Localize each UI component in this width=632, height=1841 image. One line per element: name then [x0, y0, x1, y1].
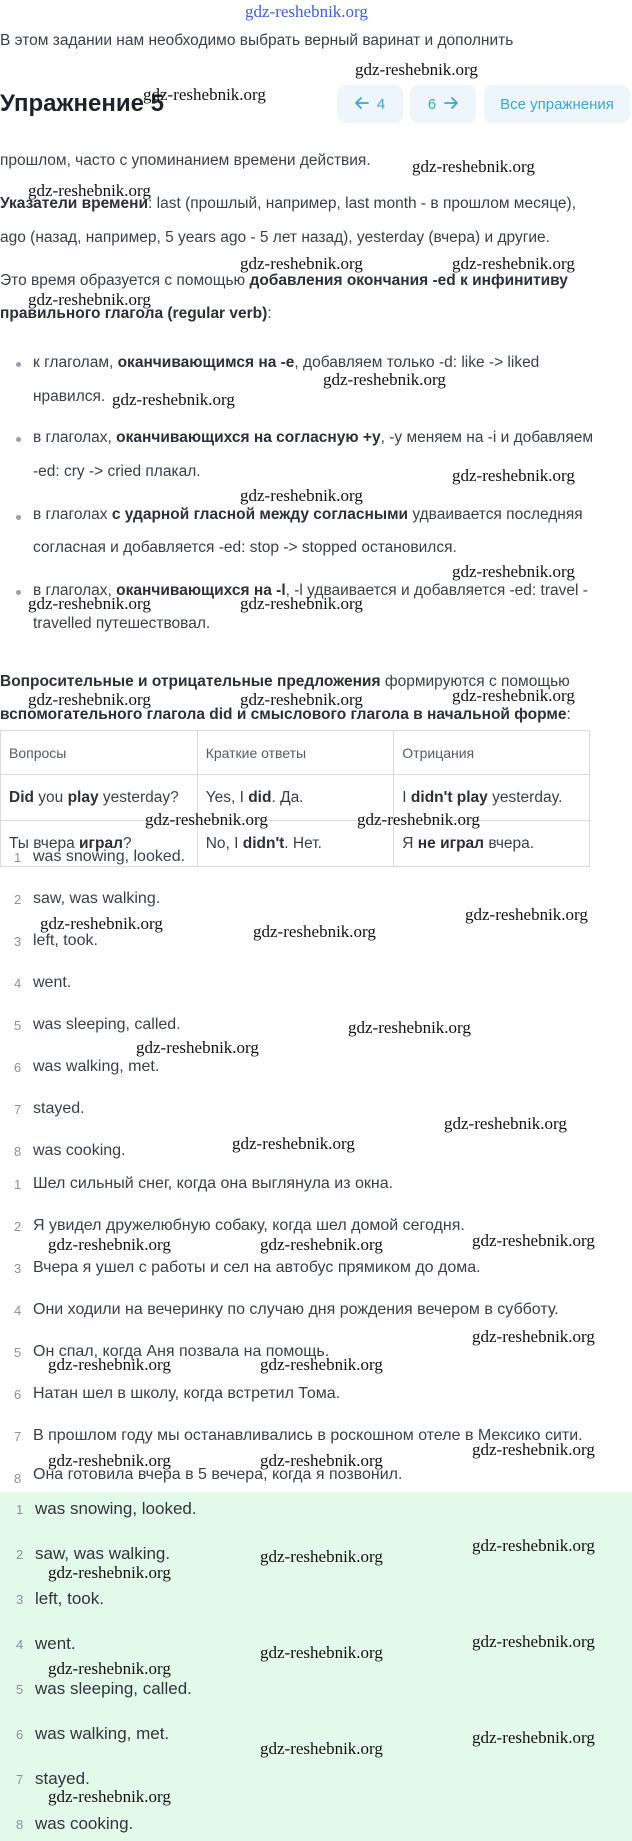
list-number: 4 — [14, 1303, 22, 1318]
cell-text: yesterday? — [98, 788, 179, 806]
list-item: Я увидел дружелюбную собаку, когда шел домой сегодня. — [33, 1217, 465, 1234]
questions-end: : — [566, 706, 571, 723]
list-number: 4 — [16, 1637, 24, 1652]
prev-exercise-label: 4 — [376, 95, 386, 113]
page-title: Упражнение 5 — [0, 90, 164, 117]
watermark: gdz-reshebnik.org — [444, 1114, 567, 1133]
watermark: gdz-reshebnik.org — [232, 1134, 355, 1153]
watermark: gdz-reshebnik.org — [28, 690, 151, 709]
list-item: saw, was walking. — [33, 890, 161, 907]
cell-text: No, I — [205, 834, 243, 852]
rule-bold: оканчивающихся на согласную +y — [116, 429, 381, 446]
cell-text: вчера. — [484, 834, 535, 852]
watermark: gdz-reshebnik.org — [145, 810, 268, 829]
cell-text: . Да. — [271, 788, 304, 806]
cell-text: I — [402, 788, 411, 806]
list-item: left, took. — [33, 932, 98, 949]
list-item: was snowing, looked. — [33, 848, 186, 865]
rule-text: , -l удваивается и добавляется -ed: travel - — [285, 582, 588, 599]
watermark: gdz-reshebnik.org — [472, 1728, 595, 1747]
list-number: 6 — [14, 1387, 22, 1402]
list-number: 8 — [14, 1144, 22, 1159]
watermark: gdz-reshebnik.org — [48, 1787, 171, 1806]
list-item: Он спал, когда Аня позвала на помощь. — [33, 1343, 330, 1360]
table-header-row — [1, 731, 590, 775]
rule-text: в глаголах, — [33, 582, 117, 599]
formation-bold-2: правильного глагола (regular verb) — [0, 305, 268, 322]
time-markers-text: : last (прошлый, например, last month - в прошлом месяце), — [148, 195, 577, 212]
rule-text: к глаголам, — [33, 354, 118, 371]
list-number: 6 — [14, 1060, 22, 1075]
formation-bold: добавления окончания -ed к инфинитиву — [249, 272, 568, 289]
watermark: gdz-reshebnik.org — [143, 85, 266, 104]
table-header: Отрицания — [394, 731, 590, 775]
watermark: gdz-reshebnik.org — [465, 905, 588, 924]
list-number: 3 — [14, 1261, 22, 1276]
list-number: 6 — [16, 1727, 24, 1742]
watermark: gdz-reshebnik.org — [472, 1231, 595, 1250]
rule-text: , добавляем только -d: like -> liked — [294, 354, 540, 371]
list-number: 7 — [14, 1102, 22, 1117]
list-number: 7 — [16, 1772, 24, 1787]
rule-text: в глаголах — [33, 506, 112, 523]
table-header: Вопросы — [1, 731, 198, 775]
questions-text: формируются с помощью — [380, 673, 570, 690]
rule-2-line-2: -ed: cry -> cried плакал. — [33, 463, 201, 480]
list-number: 2 — [14, 892, 22, 907]
all-exercises-button[interactable]: Все упражнения — [484, 85, 630, 123]
site-link[interactable]: gdz-reshebnik.org — [245, 2, 368, 21]
watermark: gdz-reshebnik.org — [452, 466, 575, 485]
table-header: Краткие ответы — [197, 731, 394, 775]
list-item: was sleeping, called. — [33, 1016, 181, 1033]
watermark: gdz-reshebnik.org — [412, 157, 535, 176]
list-number: 1 — [14, 850, 22, 865]
watermark: gdz-reshebnik.org — [240, 254, 363, 273]
cell-bold: did — [248, 788, 272, 806]
list-item: was sleeping, called. — [35, 1679, 192, 1698]
rule-1-line-2: нравился. — [33, 388, 106, 405]
list-item: was cooking. — [35, 1814, 134, 1833]
watermark: gdz-reshebnik.org — [472, 1536, 595, 1555]
list-number: 3 — [14, 934, 22, 949]
watermark: gdz-reshebnik.org — [260, 1451, 383, 1470]
list-number: 1 — [14, 1177, 22, 1192]
watermark: gdz-reshebnik.org — [240, 594, 363, 613]
watermark: gdz-reshebnik.org — [28, 181, 151, 200]
list-item: stayed. — [33, 1100, 85, 1117]
cell-text: yesterday. — [487, 788, 563, 806]
list-item: was walking, met. — [35, 1724, 170, 1743]
list-item: Она готовила вчера в 5 вечера, когда я позвонил. — [33, 1466, 403, 1483]
cell-bold: не играл — [417, 834, 485, 852]
watermark: gdz-reshebnik.org — [48, 1451, 171, 1470]
rule-4-line-2: travelled путешествовал. — [33, 615, 211, 632]
list-item: was snowing, looked. — [35, 1499, 197, 1518]
list-item: went. — [33, 974, 72, 991]
rule-bold: оканчивающимся на -e — [117, 354, 295, 371]
list-item: Натан шел в школу, когда встретил Тома. — [33, 1385, 341, 1402]
list-number: 8 — [14, 1471, 22, 1486]
list-number: 2 — [16, 1547, 24, 1562]
list-number: 4 — [14, 976, 22, 991]
time-markers-label: Указатели времени — [0, 195, 149, 212]
cell-text: Я — [402, 834, 418, 852]
list-item: Вчера я ушел с работы и сел на автобус прямиком до дома. — [33, 1259, 481, 1276]
rule-bold: с ударной гласной между согласными — [111, 506, 409, 523]
cell-bold: didn't play — [410, 788, 488, 806]
intro-text: В этом задании нам необходимо выбрать верный варинат и дополнить — [0, 32, 514, 49]
rule-text: удваивается последняя — [408, 506, 583, 523]
cell-bold: didn't — [242, 834, 285, 852]
watermark: gdz-reshebnik.org — [240, 486, 363, 505]
list-number: 1 — [16, 1502, 24, 1517]
cell-text: Yes, I — [205, 788, 249, 806]
list-item: stayed. — [35, 1769, 90, 1788]
watermark: gdz-reshebnik.org — [355, 60, 478, 79]
cell-bold: Did — [9, 788, 34, 806]
watermark: gdz-reshebnik.org — [260, 1739, 383, 1758]
watermark: gdz-reshebnik.org — [452, 686, 575, 705]
watermark: gdz-reshebnik.org — [472, 1632, 595, 1651]
list-item: Шел сильный снег, когда она выглянула из окна. — [33, 1175, 394, 1192]
next-exercise-label: 6 — [427, 95, 437, 113]
watermark: gdz-reshebnik.org — [48, 1235, 171, 1254]
watermark: gdz-reshebnik.org — [348, 1018, 471, 1037]
table-row — [1, 775, 590, 821]
rule-3-line-2: согласная и добавляется -ed: stop -> stopped остановился. — [33, 539, 457, 556]
cell-bold: play — [67, 788, 99, 806]
watermark: gdz-reshebnik.org — [452, 562, 575, 581]
list-number: 5 — [14, 1345, 22, 1360]
watermark: gdz-reshebnik.org — [323, 370, 446, 389]
watermark: gdz-reshebnik.org — [260, 1547, 383, 1566]
watermark: gdz-reshebnik.org — [28, 290, 151, 309]
watermark: gdz-reshebnik.org — [452, 254, 575, 273]
list-item: В прошлом году мы останавливались в роскошном отеле в Мексико сити. — [33, 1427, 583, 1444]
list-item: was cooking. — [33, 1142, 126, 1159]
list-number: 5 — [14, 1018, 22, 1033]
grammar-table-clip — [0, 0, 632, 852]
rule-text: в глаголах, — [33, 429, 117, 446]
watermark: gdz-reshebnik.org — [136, 1038, 259, 1057]
theory-line-1: прошлом, часто с упоминанием времени действия. — [0, 152, 371, 169]
list-item: went. — [35, 1634, 76, 1653]
watermark: gdz-reshebnik.org — [472, 1327, 595, 1346]
cell-bold: играл — [79, 834, 123, 852]
watermark: gdz-reshebnik.org — [240, 690, 363, 709]
list-number: 8 — [16, 1817, 24, 1832]
watermark: gdz-reshebnik.org — [357, 810, 480, 829]
cell-text: Ты вчера — [9, 834, 80, 852]
list-item: was walking, met. — [33, 1058, 160, 1075]
watermark: gdz-reshebnik.org — [112, 390, 235, 409]
watermark: gdz-reshebnik.org — [28, 594, 151, 613]
watermark: gdz-reshebnik.org — [253, 922, 376, 941]
rule-bold: оканчивающихся на -l — [116, 582, 286, 599]
list-number: 7 — [14, 1429, 22, 1444]
watermark: gdz-reshebnik.org — [260, 1643, 383, 1662]
questions-bold: Вопросительные и отрицательные предложения — [0, 673, 381, 690]
watermark: gdz-reshebnik.org — [260, 1355, 383, 1374]
questions-bold-2: вспомогательного глагола did и смыслового глагола в начальной форме — [0, 706, 567, 723]
time-markers-line-2: ago (назад, например, 5 years ago - 5 лет назад), yesterday (вчера) и другие. — [0, 229, 550, 246]
cell-text: . Нет. — [284, 834, 322, 852]
formation-end: : — [267, 305, 272, 322]
list-number: 3 — [16, 1592, 24, 1607]
watermark: gdz-reshebnik.org — [472, 1440, 595, 1459]
list-item: left, took. — [35, 1589, 104, 1608]
list-item: saw, was walking. — [35, 1544, 171, 1563]
list-number: 2 — [14, 1219, 22, 1234]
cell-text: ? — [122, 834, 132, 852]
watermark: gdz-reshebnik.org — [260, 1235, 383, 1254]
list-item: Они ходили на вечеринку по случаю дня рождения вечером в субботу. — [33, 1301, 559, 1318]
cell-text: you — [33, 788, 68, 806]
rule-text: , -y меняем на -i и добавляем — [380, 429, 594, 446]
watermark: gdz-reshebnik.org — [48, 1563, 171, 1582]
watermark: gdz-reshebnik.org — [48, 1659, 171, 1678]
watermark: gdz-reshebnik.org — [48, 1355, 171, 1374]
grammar-table — [0, 730, 590, 867]
watermark: gdz-reshebnik.org — [40, 914, 163, 933]
formation-text: Это время образуется с помощью — [0, 272, 250, 289]
list-number: 5 — [16, 1682, 24, 1697]
